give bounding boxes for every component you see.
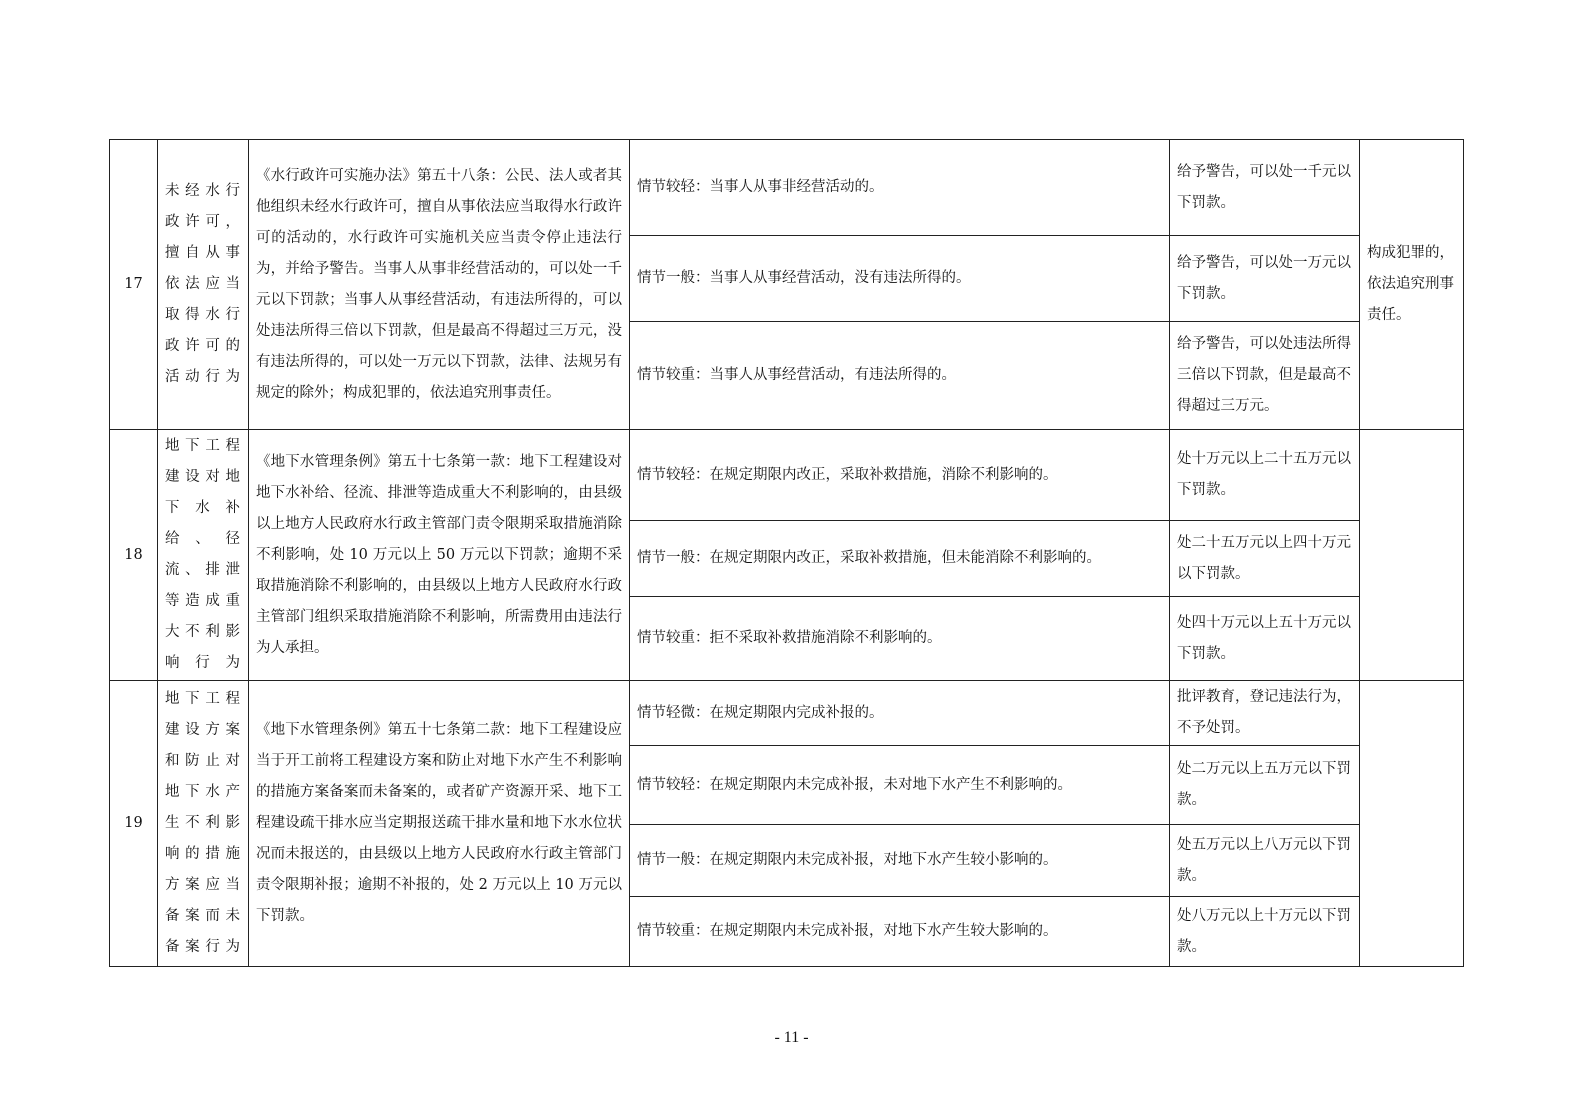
circumstance-level: 情节较轻：当事人从事非经营活动的。 bbox=[630, 140, 1170, 236]
legal-basis: 《地下水管理条例》第五十七条第二款：地下工程建设应当于开工前将工程建设方案和防止对地下水产生不利影响的措施方案备案而未备案的，或者矿产资源开采、地下工程建设疏干排水应当定期报送疏干排水量和地下水水位状况而未报送的，由县级以上地方人民政府水行政主管部门责令限期补报；逾期不补报的，处 2 万元以上 10 万元以下罚款。 bbox=[249, 681, 630, 967]
item-number: 17 bbox=[110, 140, 158, 430]
criminal-liability-note bbox=[1360, 430, 1464, 681]
item-number: 19 bbox=[110, 681, 158, 967]
penalty-standard: 批评教育，登记违法行为，不予处罚。 bbox=[1170, 681, 1360, 746]
circumstance-level: 情节一般：在规定期限内未完成补报，对地下水产生较小影响的。 bbox=[630, 825, 1170, 897]
penalty-standard: 处四十万元以上五十万元以下罚款。 bbox=[1170, 597, 1360, 681]
legal-basis: 《水行政许可实施办法》第五十八条：公民、法人或者其他组织未经水行政许可，擅自从事依法应当取得水行政许可的活动的，水行政许可实施机关应当责令停止违法行为，并给予警告。当事人从事非经营活动的，可以处一千元以下罚款；当事人从事经营活动，有违法所得的，可以处违法所得三倍以下罚款，但是最高不得超过三万元，没有违法所得的，可以处一万元以下罚款，法律、法规另有规定的除外；构成犯罪的，依法追究刑事责任。 bbox=[249, 140, 630, 430]
penalty-standard: 处二十五万元以上四十万元以下罚款。 bbox=[1170, 521, 1360, 597]
penalty-standard: 给予警告，可以处违法所得三倍以下罚款，但是最高不得超过三万元。 bbox=[1170, 322, 1360, 430]
item-number: 18 bbox=[110, 430, 158, 681]
penalty-standard: 处五万元以上八万元以下罚款。 bbox=[1170, 825, 1360, 897]
criminal-liability-note: 构成犯罪的，依法追究刑事责任。 bbox=[1360, 140, 1464, 430]
violation-name: 地下工程建设对地下水补给、径流、排泄等造成重大不利影响行为 bbox=[158, 430, 249, 681]
penalty-standard: 处八万元以上十万元以下罚款。 bbox=[1170, 897, 1360, 967]
page-number: - 11 - bbox=[774, 1029, 809, 1046]
circumstance-level: 情节轻微：在规定期限内完成补报的。 bbox=[630, 681, 1170, 746]
legal-basis: 《地下水管理条例》第五十七条第一款：地下工程建设对地下水补给、径流、排泄等造成重大不利影响的，由县级以上地方人民政府水行政主管部门责令限期采取措施消除不利影响，处 10 万元以上 50 万元以下罚款；逾期不采取措施消除不利影响的，由县级以上地方人民政府水行政主管部门组织采取措施消除不利影响，所需费用由违法行为人承担。 bbox=[249, 430, 630, 681]
circumstance-level: 情节较重：在规定期限内未完成补报，对地下水产生较大影响的。 bbox=[630, 897, 1170, 967]
violation-name: 地下工程建设方案和防止对地下水产生不利影响的措施方案应当备案而未备案行为 bbox=[158, 681, 249, 967]
circumstance-level: 情节较轻：在规定期限内未完成补报，未对地下水产生不利影响的。 bbox=[630, 746, 1170, 825]
violation-name: 未经水行政许可，擅自从事依法应当取得水行政许可的活动行为 bbox=[158, 140, 249, 430]
table-row bbox=[110, 681, 1464, 746]
penalty-standards-table bbox=[109, 139, 1464, 967]
criminal-liability-note bbox=[1360, 681, 1464, 967]
circumstance-level: 情节较重：当事人从事经营活动，有违法所得的。 bbox=[630, 322, 1170, 430]
table-row bbox=[110, 140, 1464, 236]
table-row bbox=[110, 430, 1464, 521]
circumstance-level: 情节较轻：在规定期限内改正，采取补救措施，消除不利影响的。 bbox=[630, 430, 1170, 521]
circumstance-level: 情节较重：拒不采取补救措施消除不利影响的。 bbox=[630, 597, 1170, 681]
penalty-standard: 处十万元以上二十五万元以下罚款。 bbox=[1170, 430, 1360, 521]
penalty-standard: 处二万元以上五万元以下罚款。 bbox=[1170, 746, 1360, 825]
penalty-standard: 给予警告，可以处一千元以下罚款。 bbox=[1170, 140, 1360, 236]
penalty-standard: 给予警告，可以处一万元以下罚款。 bbox=[1170, 236, 1360, 322]
circumstance-level: 情节一般：当事人从事经营活动，没有违法所得的。 bbox=[630, 236, 1170, 322]
circumstance-level: 情节一般：在规定期限内改正，采取补救措施，但未能消除不利影响的。 bbox=[630, 521, 1170, 597]
